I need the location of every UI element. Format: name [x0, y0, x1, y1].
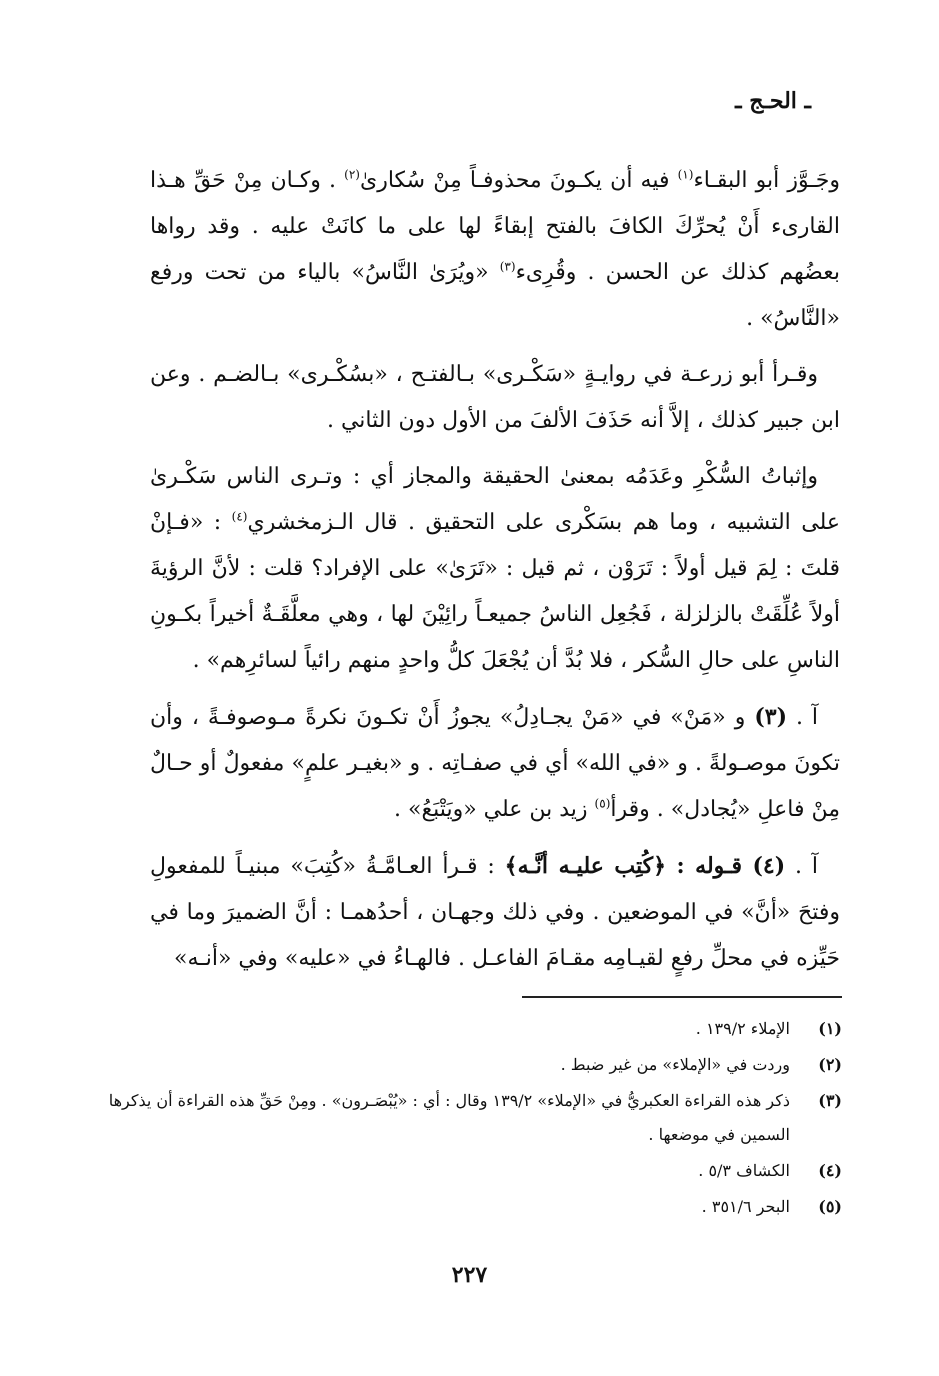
paragraph-1 — [150, 158, 840, 342]
verse-quote: (٤) قـوله : ﴿كُتِب عليـه أنَّـه﴾ — [504, 853, 786, 879]
text-segment: فيه أن يكـونَ محذوفـاً مِنْ سُكارىٰ — [359, 168, 678, 193]
footnote-number: (٣) — [818, 1091, 842, 1110]
footnote-item — [92, 1084, 842, 1152]
footnote-text: ذكر هذه القراءة العكبريُّ في «الإملاء» ١٣٩/٢ وقال : أي : «يُبْصَـرون» . ومِنْ حَقِّ هذه القراءة أن يذكرها السمين في موضعها . — [108, 1091, 790, 1144]
text-segment: وجَـوَّز أبو البقـاء — [693, 168, 840, 193]
footnote-item — [92, 1012, 842, 1046]
paragraph-4 — [150, 694, 840, 833]
footnote-divider — [522, 996, 842, 998]
verse-marker: آ . — [785, 854, 818, 879]
footnote-text: البحر ٣٥١/٦ . — [701, 1197, 790, 1216]
footnotes — [92, 1012, 842, 1226]
footnote-ref[interactable]: (٣) — [499, 259, 516, 274]
paragraph-3 — [150, 454, 840, 684]
verse-marker: آ . — [786, 705, 819, 730]
footnote-text: الإملاء ١٣٩/٢ . — [695, 1019, 790, 1038]
footnote-item — [92, 1154, 842, 1188]
body-text — [150, 158, 840, 992]
text-segment: . وكـان مِنْ حَقِّ هـذا القارىء أَنْ يُحرِّكَ الكافَ بالفتح إبقاءً لها على ما كانَتْ عليه . وقد رواها بعضُهم كذلك عن الحسن . وقُرِىء — [150, 168, 840, 285]
footnote-text: وردت في «الإملاء» من غير ضبط . — [560, 1055, 790, 1074]
text-segment: «ويُرَىٰ النَّاسُ» بالياء من تحت ورفع «النَّاسُ» . — [150, 260, 840, 331]
text-segment: و «مَنْ» في «مَنْ يجـادِلُ» يجوزُ أَنْ تكـونَ نكرةً مـوصوفـةً ، وأن تكونَ موصـولةً . و «في الله» أي في صفـاتِه . و «بغيـر علمٍ» مفعولٌ أو حـالٌ مِنْ فاعلِ «يُجادل» . وقرأ — [150, 705, 840, 822]
footnote-number: (٤) — [818, 1161, 842, 1180]
footnote-ref[interactable]: (٥) — [594, 796, 611, 811]
text-segment: وإثباتُ السُّكْرِ وعَدَمُه بمعنىٰ الحقيقة والمجاز أي : وتـرى الناس سَكْـرىٰ على التشبيه ، وما هم بسَكْرى على التحقيق . قال الـزمخشري — [150, 464, 840, 535]
footnote-ref[interactable]: (٤) — [231, 509, 248, 524]
verse-number: (٣) — [754, 704, 787, 730]
footnote-ref[interactable]: (١) — [677, 167, 694, 182]
text-segment: زيد بن علي «ويَتْبَعُ» . — [394, 797, 595, 822]
page-number: ٢٢٧ — [451, 1262, 488, 1288]
footnote-item — [92, 1048, 842, 1082]
footnote-number: (١) — [818, 1019, 842, 1038]
footnote-number: (٥) — [818, 1197, 842, 1216]
text-segment: : قـرأ العـامَّـةُ «كُتِبَ» مبنيـاً للمفعولِ وفتحَ «أنَّ» في الموضعين . وفي ذلك وجهـان ، أحدُهمـا : أنَّ الضميرَ وما في حَيِّزه في محلِّ رفعٍ لقيـامِه مقـامَ الفاعـل . فالهـاءُ في «عليه» وفي «أنـه» — [150, 854, 840, 971]
paragraph-2: وقـرأ أبو زرعـة في روايـةٍ «سَكْـرى» بـالفتـح ، «بسُكْـرى» بـالضـم . وعن ابن جبير كذلك ، إلاَّ أنه حَذَفَ الألفَ من الأول دون الثاني . — [150, 362, 840, 433]
running-header: ـ الحـج ـ — [735, 88, 811, 114]
text-segment: : «فـإنْ قلتَ : لِمَ قيل أولاً : تَرَوْن ، ثم قيل : «تَرَىٰ» على الإفراد؟ قلت : لأنَّ الرؤيةَ أولاً عُلِّقَتْ بالزلزلة ، فَجُعِل الناسُ جميعـاً رائِيْنَ لها ، وهي معلَّقَـةٌ أخيراً بكـونِ الناسِ على حالِ السُّكر ، فلا بُدَّ أن يُجْعَلَ كلُّ واحدٍ منهم رائياً لسائرِهم» . — [150, 510, 840, 673]
footnote-text: الكشاف ٥/٣ . — [698, 1161, 790, 1180]
footnote-number: (٢) — [818, 1055, 842, 1074]
footnote-ref[interactable]: (٢) — [344, 167, 360, 182]
paragraph-5 — [150, 843, 840, 982]
footnote-item — [92, 1190, 842, 1224]
